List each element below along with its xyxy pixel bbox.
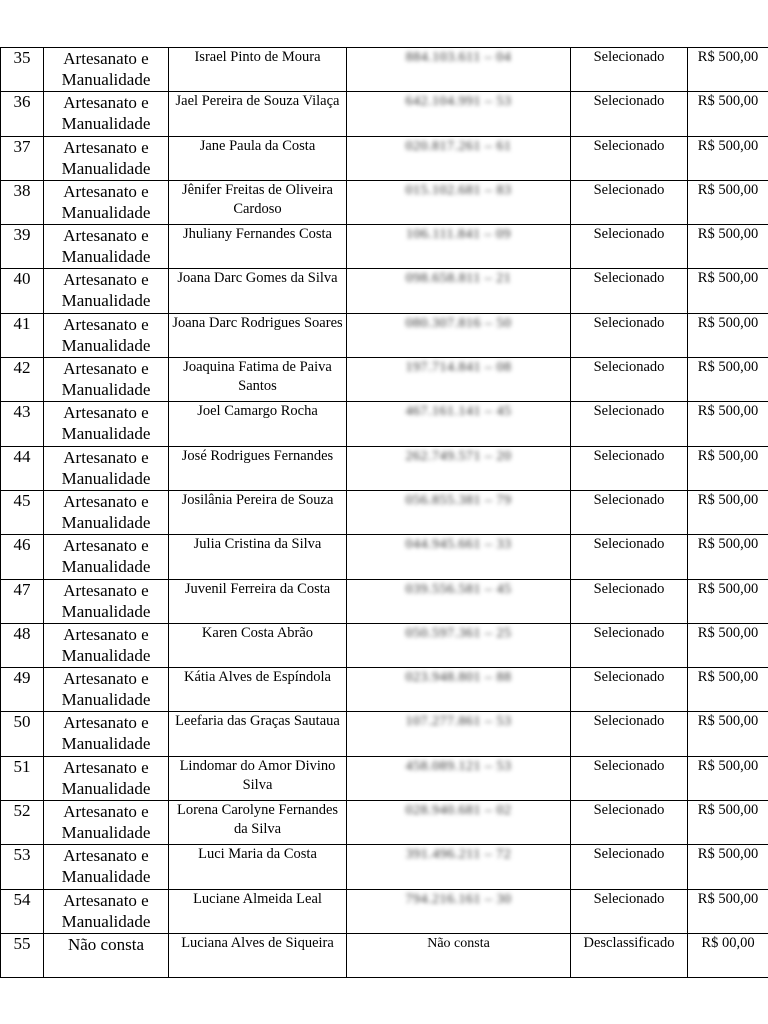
- name-cell-text: Kátia Alves de Espíndola: [184, 669, 331, 686]
- table-row: [1, 889, 768, 933]
- table-row: [1, 446, 768, 490]
- name-cell-text: Leefaria das Graças Sautaua: [175, 713, 340, 730]
- cpf-cell: [347, 225, 571, 269]
- cpf-cell: [347, 180, 571, 224]
- name-cell: [169, 712, 347, 756]
- category-cell-text: Artesanato e Manualidade: [61, 403, 151, 444]
- status-cell-text: Selecionado: [593, 757, 665, 774]
- row-number-text: 42: [13, 358, 31, 378]
- value-cell-text: R$ 500,00: [697, 447, 759, 464]
- cpf-cell-text: 197.714.841 – 08: [405, 360, 512, 376]
- category-cell-text: Artesanato e Manualidade: [61, 713, 151, 754]
- cpf-cell-text: 642.104.991 – 53: [405, 94, 512, 110]
- category-cell-text: Artesanato e Manualidade: [61, 491, 151, 532]
- status-cell-text: Selecionado: [593, 669, 665, 686]
- cpf-cell-text: 794.216.161 – 30: [405, 891, 512, 907]
- category-cell: [44, 136, 169, 180]
- table-row: [1, 933, 768, 977]
- name-cell: [169, 402, 347, 446]
- name-cell-text: Juvenil Ferreira da Costa: [184, 580, 331, 597]
- table-row: [1, 313, 768, 357]
- cpf-cell-text: 262.749.571 – 20: [405, 448, 512, 464]
- category-cell-text: Artesanato e Manualidade: [61, 802, 151, 843]
- row-number-text: 41: [13, 313, 31, 333]
- status-cell: [571, 136, 688, 180]
- category-cell: [44, 756, 169, 800]
- row-number-text: 45: [13, 490, 31, 510]
- category-cell: [44, 48, 169, 92]
- value-cell-text: R$ 500,00: [697, 403, 759, 420]
- name-cell: [169, 136, 347, 180]
- name-cell-text: Joana Darc Gomes da Silva: [177, 270, 338, 287]
- row-number: [1, 358, 44, 402]
- name-cell-text: Jhuliany Fernandes Costa: [182, 226, 332, 243]
- status-cell: [571, 402, 688, 446]
- name-cell-text: Julia Cristina da Silva: [193, 536, 322, 553]
- status-cell-text: Selecionado: [593, 890, 665, 907]
- category-cell-text: Artesanato e Manualidade: [61, 624, 151, 665]
- row-number: [1, 446, 44, 490]
- value-cell: [688, 712, 768, 756]
- name-cell: [169, 490, 347, 534]
- name-cell-text: Josilânia Pereira de Souza: [181, 491, 334, 508]
- status-cell-text: Selecionado: [593, 846, 665, 863]
- row-number: [1, 402, 44, 446]
- row-number-text: 47: [13, 579, 31, 599]
- status-cell: [571, 48, 688, 92]
- category-cell: [44, 180, 169, 224]
- row-number: [1, 48, 44, 92]
- name-cell: [169, 535, 347, 579]
- name-cell: [169, 623, 347, 667]
- category-cell: [44, 801, 169, 845]
- value-cell-text: R$ 500,00: [697, 890, 759, 907]
- cpf-cell: [347, 535, 571, 579]
- table-row: [1, 48, 768, 92]
- value-cell: [688, 490, 768, 534]
- category-cell-text: Artesanato e Manualidade: [61, 93, 151, 134]
- value-cell: [688, 933, 768, 977]
- name-cell: [169, 889, 347, 933]
- status-cell-text: Selecionado: [593, 624, 665, 641]
- status-cell: [571, 668, 688, 712]
- value-cell: [688, 446, 768, 490]
- value-cell-text: R$ 500,00: [697, 580, 759, 597]
- value-cell: [688, 535, 768, 579]
- category-cell-text: Artesanato e Manualidade: [61, 846, 151, 887]
- value-cell: [688, 269, 768, 313]
- row-number: [1, 579, 44, 623]
- status-cell-text: Selecionado: [593, 802, 665, 819]
- cpf-cell-text: 884.103.611 – 04: [405, 50, 512, 65]
- category-cell-text: Artesanato e Manualidade: [61, 669, 151, 710]
- name-cell: [169, 579, 347, 623]
- status-cell: [571, 933, 688, 977]
- name-cell: [169, 446, 347, 490]
- category-cell: [44, 446, 169, 490]
- row-number: [1, 801, 44, 845]
- row-number: [1, 180, 44, 224]
- row-number: [1, 269, 44, 313]
- table-row: [1, 136, 768, 180]
- status-cell-text: Selecionado: [593, 491, 665, 508]
- cpf-cell: [347, 801, 571, 845]
- cpf-cell-text: 467.161.141 – 45: [405, 404, 512, 420]
- cpf-cell: [347, 579, 571, 623]
- value-cell-text: R$ 500,00: [697, 181, 759, 198]
- status-cell-text: Selecionado: [593, 226, 665, 243]
- category-cell: [44, 889, 169, 933]
- cpf-cell-text: 015.102.681 – 83: [405, 182, 512, 198]
- name-cell-text: Lorena Carolyne Fernandes da Silva: [176, 802, 339, 838]
- value-cell-text: R$ 500,00: [697, 536, 759, 553]
- status-cell: [571, 358, 688, 402]
- value-cell-text: R$ 500,00: [697, 49, 759, 65]
- row-number-text: 43: [13, 402, 31, 422]
- row-number-text: 35: [13, 48, 31, 67]
- cpf-cell: [347, 402, 571, 446]
- value-cell-text: R$ 500,00: [697, 491, 759, 508]
- row-number-text: 48: [13, 623, 31, 643]
- status-cell-text: Selecionado: [593, 181, 665, 198]
- table-row: [1, 402, 768, 446]
- cpf-cell: [347, 668, 571, 712]
- value-cell: [688, 92, 768, 136]
- cpf-cell: [347, 358, 571, 402]
- category-cell: [44, 402, 169, 446]
- name-cell-text: José Rodrigues Fernandes: [181, 447, 334, 464]
- row-number-text: 37: [13, 136, 31, 156]
- status-cell-text: Selecionado: [593, 49, 665, 65]
- value-cell: [688, 889, 768, 933]
- row-number: [1, 92, 44, 136]
- status-cell: [571, 313, 688, 357]
- row-number: [1, 490, 44, 534]
- value-cell: [688, 136, 768, 180]
- cpf-cell: [347, 446, 571, 490]
- name-cell: [169, 756, 347, 800]
- category-cell-text: Artesanato e Manualidade: [61, 270, 151, 311]
- name-cell-text: Jael Pereira de Souza Vilaça: [175, 93, 340, 110]
- name-cell: [169, 668, 347, 712]
- category-cell-text: Artesanato e Manualidade: [61, 314, 151, 355]
- value-cell: [688, 225, 768, 269]
- category-cell-text: Artesanato e Manualidade: [61, 447, 151, 488]
- name-cell-text: Luciana Alves de Siqueira: [181, 934, 334, 951]
- status-cell: [571, 446, 688, 490]
- category-cell: [44, 490, 169, 534]
- category-cell: [44, 313, 169, 357]
- category-cell: [44, 225, 169, 269]
- status-cell-text: Selecionado: [593, 536, 665, 553]
- name-cell: [169, 269, 347, 313]
- value-cell-text: R$ 500,00: [697, 270, 759, 287]
- value-cell: [688, 579, 768, 623]
- row-number: [1, 933, 44, 977]
- name-cell: [169, 845, 347, 889]
- category-cell: [44, 933, 169, 977]
- row-number: [1, 225, 44, 269]
- value-cell-text: R$ 500,00: [697, 93, 759, 110]
- category-cell-text: Artesanato e Manualidade: [61, 757, 151, 798]
- value-cell: [688, 358, 768, 402]
- row-number: [1, 756, 44, 800]
- name-cell-text: Joel Camargo Rocha: [197, 403, 318, 420]
- value-cell: [688, 845, 768, 889]
- row-number-text: 46: [13, 535, 31, 555]
- value-cell-text: R$ 500,00: [697, 137, 759, 154]
- category-cell: [44, 269, 169, 313]
- name-cell: [169, 225, 347, 269]
- cpf-cell-text: 020.817.261 – 61: [405, 138, 512, 154]
- category-cell-text: Artesanato e Manualidade: [61, 181, 151, 222]
- value-cell-text: R$ 500,00: [697, 669, 759, 686]
- row-number: [1, 668, 44, 712]
- status-cell: [571, 623, 688, 667]
- category-cell: [44, 712, 169, 756]
- status-cell: [571, 269, 688, 313]
- name-cell: [169, 92, 347, 136]
- cpf-cell-text: Não consta: [427, 935, 490, 951]
- category-cell-text: Artesanato e Manualidade: [61, 226, 151, 267]
- table-row: [1, 269, 768, 313]
- status-cell-text: Selecionado: [593, 580, 665, 597]
- value-cell: [688, 668, 768, 712]
- row-number-text: 36: [13, 92, 31, 112]
- name-cell: [169, 801, 347, 845]
- status-cell-text: Selecionado: [593, 137, 665, 154]
- row-number: [1, 136, 44, 180]
- cpf-cell-text: 098.658.811 – 21: [405, 271, 512, 287]
- status-cell-text: Selecionado: [593, 359, 665, 376]
- value-cell-text: R$ 500,00: [697, 757, 759, 774]
- value-cell-text: R$ 500,00: [697, 802, 759, 819]
- row-number-text: 49: [13, 668, 31, 688]
- row-number-text: 50: [13, 712, 31, 732]
- results-table: [0, 47, 768, 978]
- status-cell: [571, 225, 688, 269]
- table-row: [1, 225, 768, 269]
- status-cell-text: Selecionado: [593, 403, 665, 420]
- cpf-cell: [347, 712, 571, 756]
- row-number-text: 54: [13, 889, 31, 909]
- cpf-cell-text: 039.556.581 – 45: [405, 581, 512, 597]
- category-cell: [44, 623, 169, 667]
- status-cell: [571, 801, 688, 845]
- cpf-cell: [347, 490, 571, 534]
- cpf-cell-text: 458.089.121 – 53: [405, 758, 512, 774]
- table-row: [1, 623, 768, 667]
- value-cell: [688, 402, 768, 446]
- row-number: [1, 535, 44, 579]
- value-cell-text: R$ 00,00: [701, 934, 755, 951]
- cpf-cell: [347, 889, 571, 933]
- cpf-cell-text: 391.496.211 – 72: [405, 847, 512, 863]
- table-row: [1, 845, 768, 889]
- value-cell: [688, 756, 768, 800]
- row-number-text: 44: [13, 446, 31, 466]
- row-number: [1, 313, 44, 357]
- value-cell: [688, 180, 768, 224]
- value-cell: [688, 801, 768, 845]
- category-cell: [44, 535, 169, 579]
- status-cell: [571, 535, 688, 579]
- table-row: [1, 801, 768, 845]
- cpf-cell-text: 107.277.861 – 53: [405, 714, 512, 730]
- table-row: [1, 535, 768, 579]
- category-cell: [44, 579, 169, 623]
- status-cell: [571, 845, 688, 889]
- table-row: [1, 490, 768, 534]
- status-cell: [571, 579, 688, 623]
- category-cell-text: Artesanato e Manualidade: [61, 49, 151, 89]
- table-row: [1, 668, 768, 712]
- name-cell: [169, 48, 347, 92]
- category-cell-text: Não consta: [67, 934, 144, 954]
- cpf-cell: [347, 92, 571, 136]
- cpf-cell: [347, 269, 571, 313]
- name-cell-text: Israel Pinto de Moura: [194, 49, 321, 65]
- category-cell-text: Artesanato e Manualidade: [61, 890, 151, 931]
- status-cell-text: Selecionado: [593, 93, 665, 110]
- status-cell-text: Selecionado: [593, 713, 665, 730]
- row-number-text: 53: [13, 845, 31, 865]
- name-cell-text: Lindomar do Amor Divino Silva: [179, 757, 336, 793]
- row-number-text: 51: [13, 756, 31, 776]
- category-cell-text: Artesanato e Manualidade: [61, 536, 151, 577]
- table-row: [1, 358, 768, 402]
- row-number-text: 38: [13, 180, 31, 200]
- row-number-text: 52: [13, 801, 31, 821]
- cpf-cell-text: 044.945.661 – 33: [405, 537, 512, 553]
- name-cell-text: Jênifer Freitas de Oliveira Cardoso: [182, 181, 333, 217]
- name-cell: [169, 313, 347, 357]
- row-number: [1, 712, 44, 756]
- value-cell-text: R$ 500,00: [697, 314, 759, 331]
- cpf-cell: [347, 756, 571, 800]
- name-cell: [169, 933, 347, 977]
- status-cell: [571, 889, 688, 933]
- value-cell: [688, 48, 768, 92]
- value-cell-text: R$ 500,00: [697, 359, 759, 376]
- status-cell: [571, 180, 688, 224]
- status-cell: [571, 756, 688, 800]
- row-number-text: 55: [13, 933, 31, 953]
- table-row: [1, 579, 768, 623]
- row-number-text: 40: [13, 269, 31, 289]
- table-row: [1, 180, 768, 224]
- name-cell-text: Joaquina Fatima de Paiva Santos: [183, 359, 332, 395]
- category-cell-text: Artesanato e Manualidade: [61, 359, 151, 400]
- value-cell-text: R$ 500,00: [697, 713, 759, 730]
- cpf-cell: [347, 48, 571, 92]
- cpf-cell-text: 080.307.816 – 50: [405, 315, 512, 331]
- cpf-cell-text: 056.855.381 – 79: [405, 492, 512, 508]
- value-cell-text: R$ 500,00: [697, 846, 759, 863]
- status-cell-text: Desclassificado: [583, 934, 675, 951]
- cpf-cell-text: 028.940.681 – 02: [405, 803, 512, 819]
- name-cell-text: Karen Costa Abrão: [201, 624, 314, 641]
- value-cell-text: R$ 500,00: [697, 226, 759, 243]
- name-cell-text: Jane Paula da Costa: [199, 137, 316, 154]
- status-cell: [571, 490, 688, 534]
- status-cell: [571, 712, 688, 756]
- category-cell-text: Artesanato e Manualidade: [61, 137, 151, 178]
- cpf-cell: [347, 623, 571, 667]
- table-row: [1, 712, 768, 756]
- value-cell: [688, 313, 768, 357]
- table-row: [1, 92, 768, 136]
- table-row: [1, 756, 768, 800]
- cpf-cell-text: 106.111.841 – 09: [406, 227, 511, 243]
- value-cell: [688, 623, 768, 667]
- table-body: [1, 48, 768, 978]
- name-cell-text: Joana Darc Rodrigues Soares: [172, 314, 343, 331]
- value-cell-text: R$ 500,00: [697, 624, 759, 641]
- category-cell: [44, 92, 169, 136]
- category-cell-text: Artesanato e Manualidade: [61, 580, 151, 621]
- name-cell: [169, 358, 347, 402]
- row-number-text: 39: [13, 225, 31, 245]
- row-number: [1, 845, 44, 889]
- status-cell: [571, 92, 688, 136]
- row-number: [1, 889, 44, 933]
- name-cell: [169, 180, 347, 224]
- row-number: [1, 623, 44, 667]
- cpf-cell: [347, 313, 571, 357]
- category-cell: [44, 668, 169, 712]
- cpf-cell: [347, 136, 571, 180]
- cpf-cell: [347, 845, 571, 889]
- status-cell-text: Selecionado: [593, 270, 665, 287]
- name-cell-text: Luci Maria da Costa: [198, 846, 317, 863]
- cpf-cell-text: 023.948.801 – 88: [405, 670, 512, 686]
- status-cell-text: Selecionado: [593, 314, 665, 331]
- cpf-cell: [347, 933, 571, 977]
- cpf-cell-text: 050.597.361 – 25: [405, 625, 512, 641]
- category-cell: [44, 358, 169, 402]
- status-cell-text: Selecionado: [593, 447, 665, 464]
- name-cell-text: Luciane Almeida Leal: [193, 890, 322, 907]
- category-cell: [44, 845, 169, 889]
